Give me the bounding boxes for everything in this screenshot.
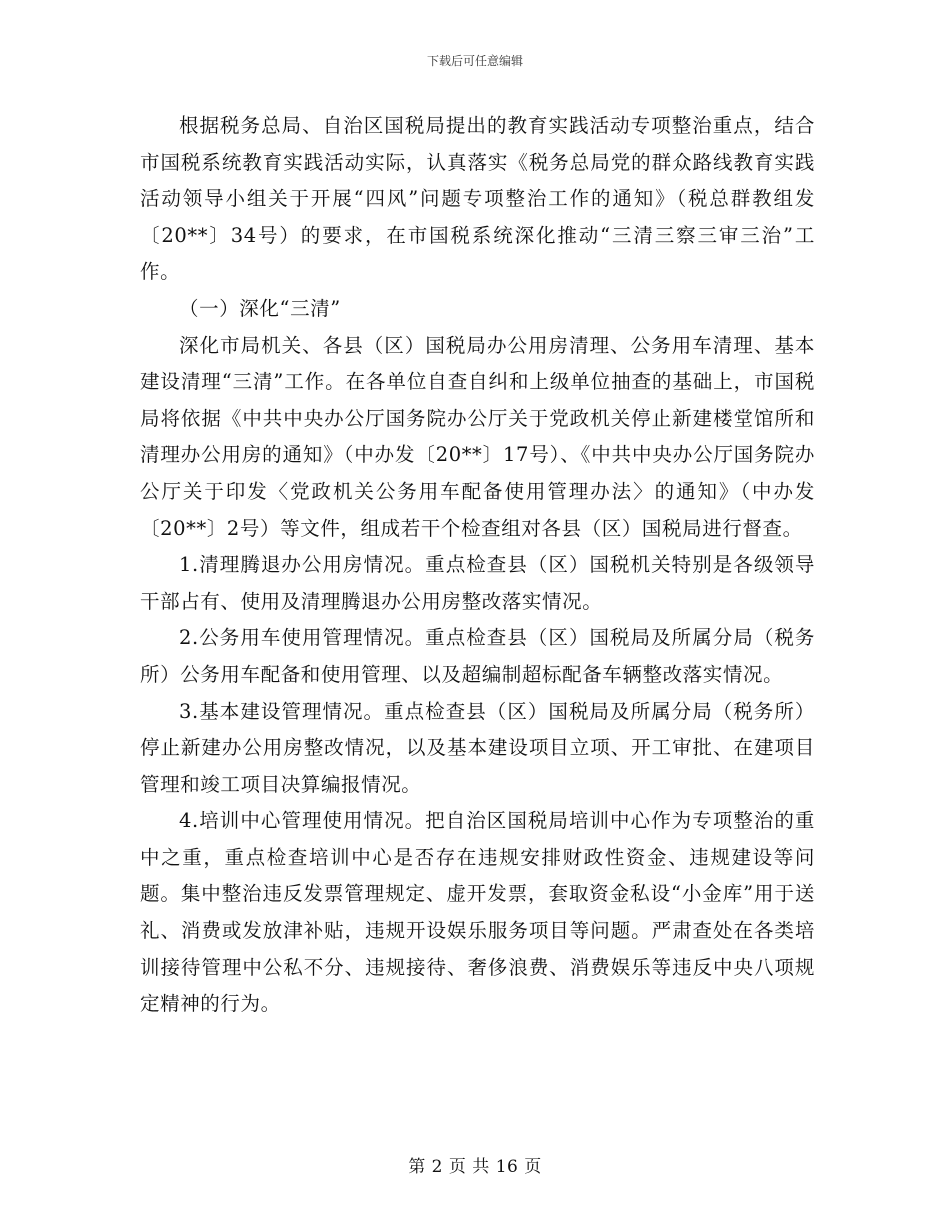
paragraph-section-summary: 深化市局机关、各县（区）国税局办公用房清理、公务用车清理、基本建设清理“三清”工作。在各单位自查自纠和上级单位抽查的基础上，市国税局将依据《中共中央办公厅国务院办公厅关于党政机关停止新建楼堂馆所和清理办公用房的通知》（中办发〔20**〕17号）、《中共中央办公厅国务院办公厅关于印发〈党政机关公务用车配备使用管理办法〉的通知》（中办发〔20**〕2号）等文件，组成若干个检查组对各县（区）国税局进行督查。 (140, 333, 815, 540)
paragraph-item-2: 2.公务用车使用管理情况。重点检查县（区）国税局及所属分局（税务所）公务用车配备和使用管理、以及超编制超标配备车辆整改落实情况。 (140, 626, 815, 686)
page-header: 下载后可任意编辑 (426, 54, 523, 68)
section-heading: （一）深化“三清” (179, 296, 341, 320)
paragraph-item-1: 1.清理腾退办公用房情况。重点检查县（区）国税机关特别是各级领导干部占有、使用及清理腾退办公用房整改落实情况。 (140, 553, 815, 613)
paragraph-intro: 根据税务总局、自治区国税局提出的教育实践活动专项整治重点，结合市国税系统教育实践活动实际，认真落实《税务总局党的群众路线教育实践活动领导小组关于开展“四风”问题专项整治工作的通知》（税总群教组发〔20**〕34号）的要求，在市国税系统深化推动“三清三察三审三治”工作。 (140, 114, 815, 284)
document-body (140, 108, 815, 1023)
paragraph-item-3: 3.基本建设管理情况。重点检查县（区）国税局及所属分局（税务所）停止新建办公用房整改情况，以及基本建设项目立项、开工审批、在建项目管理和竣工项目决算编报情况。 (140, 699, 815, 796)
page-footer: 第 2 页 共 16 页 (408, 1157, 542, 1177)
paragraph-item-4: 4.培训中心管理使用情况。把自治区国税局培训中心作为专项整治的重中之重，重点检查培训中心是否存在违规安排财政性资金、违规建设等问题。集中整治违反发票管理规定、虚开发票，套取资金私设“小金库”用于送礼、消费或发放津补贴，违规开设娱乐服务项目等问题。严肃查处在各类培训接待管理中公私不分、违规接待、奢侈浪费、消费娱乐等违反中央八项规定精神的行为。 (140, 809, 815, 1016)
